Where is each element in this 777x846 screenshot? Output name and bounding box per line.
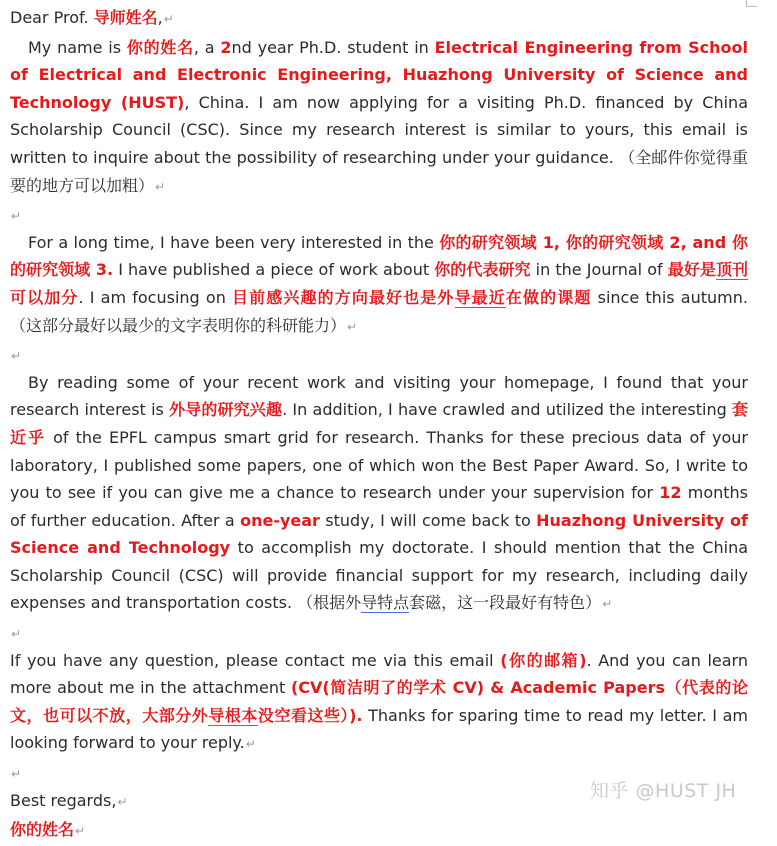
journal-placeholder-underlined: 顶刊: [715, 260, 748, 280]
text-run: study, I will come back to: [319, 510, 537, 530]
salutation-text: Dear Prof.: [10, 8, 94, 27]
text-run: I have published a piece of work about: [113, 260, 435, 280]
chinese-note: （这部分最好以最少的文字表明你的科研能力）: [10, 315, 347, 335]
watermark: 知乎 @HUST JH: [590, 780, 737, 802]
closing-text: Best regards,: [10, 790, 117, 810]
focus-topic-tail: 在做的课题: [505, 287, 592, 307]
paragraph-mark-icon: ↵: [75, 824, 86, 839]
journal-placeholder-tail: 可以加分: [10, 287, 79, 307]
text-run: , a: [193, 37, 221, 57]
text-run: months of further education. After a: [10, 483, 749, 530]
chinese-note: （根据外: [297, 593, 362, 613]
paragraph-mark-icon: ↵: [347, 319, 358, 334]
study-duration: one-year: [240, 510, 320, 530]
signature-placeholder: 你的姓名: [10, 820, 75, 840]
professor-name-placeholder: 导师姓名: [93, 8, 158, 27]
paragraph-mark-icon: ↵: [11, 627, 22, 642]
paragraph-mark-icon: ↵: [11, 349, 22, 364]
attachment-placeholder-underlined: 导根本: [208, 705, 258, 725]
chinese-note-tail: 套磁，这一段最好有特色）: [409, 593, 602, 613]
focus-topic-underlined: 导最近: [454, 287, 506, 307]
text-run: . I am focusing on: [78, 287, 233, 307]
text-run: For a long time, I have been very interested in the: [28, 232, 440, 252]
intro-paragraph: [10, 34, 748, 202]
university-name: Huazhong University of Science and Technology: [10, 510, 748, 558]
paragraph-mark-icon: ↵: [245, 737, 256, 752]
chinese-note-underlined: 导特点: [361, 593, 410, 613]
months-number: 12: [659, 483, 682, 503]
contact-paragraph: [10, 647, 748, 759]
attachment-placeholder: (CV(简洁明了的学术 CV) & Academic Papers（代表的论文，也可以不放，大部分外: [10, 678, 748, 725]
advisor-interest-placeholder: 外导的研究兴趣: [169, 400, 283, 420]
text-run: . And you can learn more about me in the attachment: [10, 650, 748, 698]
paragraph-mark-icon: ↵: [11, 767, 22, 782]
text-run: By reading some of your recent work and visiting your homepage, I found that your research interest is: [10, 372, 748, 420]
focus-topic-placeholder: 目前感兴趣的方向最好也是外: [232, 287, 455, 307]
empty-line: [10, 341, 748, 369]
chinese-note: （全邮件你觉得重要的地方可以加粗）: [10, 147, 749, 195]
representative-work-placeholder: 你的代表研究: [434, 260, 531, 280]
text-run: . In addition, I have crawled and utilized the interesting: [282, 400, 732, 420]
email-placeholder: (你的邮箱): [500, 650, 587, 670]
rapport-placeholder: 套近乎: [10, 400, 749, 447]
empty-line: [10, 619, 748, 647]
text-run: of the EPFL campus smart grid for research. Thanks for these precious data of your laboratory, I published some papers, one of which won the Best Paper Award. So, I write to you to see if you can give me a chance to research under your supervision for: [10, 427, 748, 503]
text-run: nd year Ph.D. student in: [231, 37, 435, 57]
text-run: Thanks for sparing time to read my letter. I am looking forward to your reply.: [10, 705, 748, 753]
empty-line: [10, 201, 748, 229]
letter-document: [10, 4, 748, 846]
paragraph-mark-icon: ↵: [163, 12, 174, 26]
research-paragraph: [10, 229, 748, 341]
research-fields-placeholder: 你的研究领域 1, 你的研究领域 2, and 你的研究领域 3.: [10, 232, 748, 280]
paragraph-mark-icon: ↵: [117, 794, 128, 809]
motivation-paragraph: [10, 369, 748, 619]
text-run: to accomplish my doctorate. I should mention that the China Scholarship Council (CSC) will provide financial support for my research, including daily expenses and transportation costs.: [10, 538, 749, 613]
journal-placeholder: 最好是: [667, 260, 716, 280]
attachment-placeholder-tail: 没空看这些）).: [257, 705, 363, 725]
text-run: since this autumn.: [591, 287, 748, 307]
year-number: 2: [220, 37, 232, 57]
salutation-comma: ,: [157, 8, 163, 27]
paragraph-mark-icon: ↵: [155, 179, 166, 194]
paragraph-mark-icon: ↵: [602, 597, 613, 612]
paragraph-mark-icon: ↵: [11, 209, 22, 224]
salutation-line: [10, 4, 748, 34]
text-run: in the Journal of: [530, 260, 668, 280]
student-name-placeholder: 你的姓名: [126, 37, 194, 57]
text-run: My name is: [28, 37, 127, 57]
school-name: Electrical Engineering from School of Electrical and Electronic Engineering, Huazhong University of Science and Technology (HUST): [10, 37, 749, 112]
text-run: , China. I am now applying for a visiting Ph.D. financed by China Scholarship Council (CSC). Since my research interest is similar to yours, this email is written to inquire about the possibility of researching under your guidance.: [10, 92, 748, 167]
text-run: If you have any question, please contact me via this email: [10, 650, 501, 670]
